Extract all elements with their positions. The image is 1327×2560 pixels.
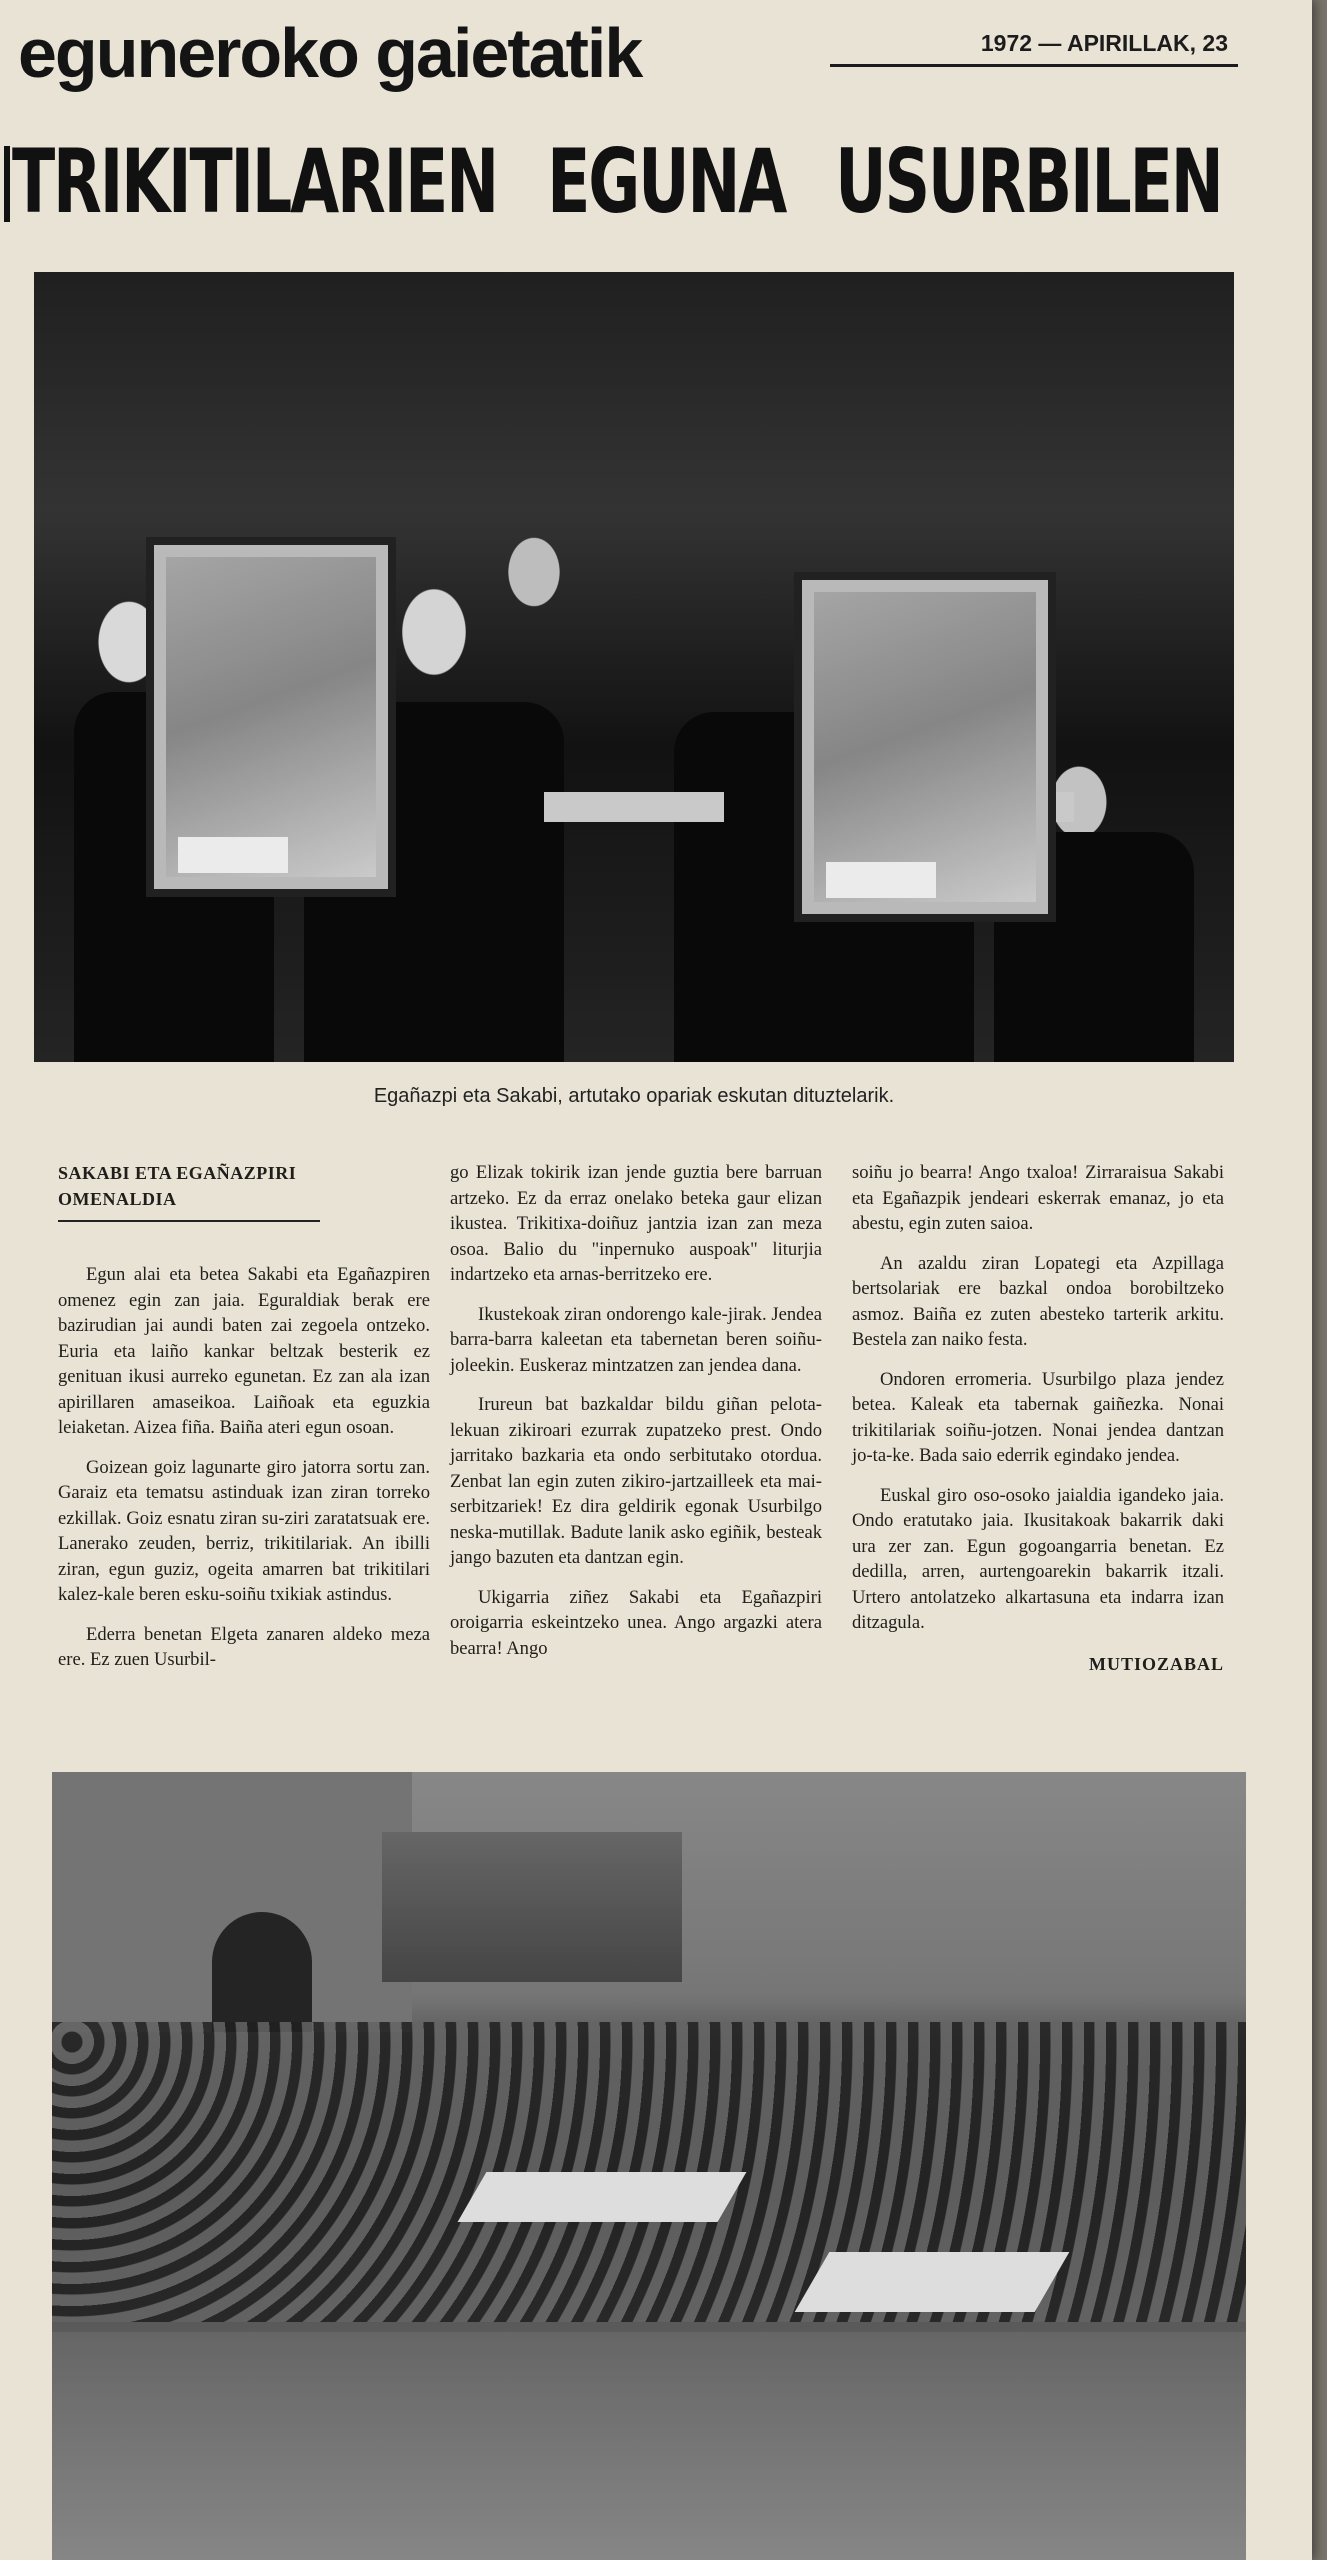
page-header [18,14,1228,114]
paragraph: Irureun bat bazkaldar bildu giñan pelota-lekuan zikiroari ezurrak zupatzeko prest. Ondo jarritako bazkaria eta ondo serbitutako otordua. Zenbat lan egin zuten zikiro-jartzailleek eta mai-serbitzariek! Ez dira geldirik egonak Usurbilgo neska-mutillak. Badute lanik asko egiñik, besteak jango bazuten eta dantzan egin. [450,1394,822,1568]
headline-word-3: USURBILEN [835,129,1222,233]
author-signature: MUTIOZABAL [1088,1653,1224,1674]
photo-arch [212,1912,312,2032]
paragraph: Ukigarria ziñez Sakabi eta Egañazpiri oroigarria eskeintzeko unea. Ango argazki atera bearra! Ango [450,1586,822,1659]
headline-word-2: EGUNA [547,129,786,233]
photo-ground [52,2332,1246,2560]
paragraph: go Elizak tokirik izan jende guztia bere barruan artzeko. Ez da erraz onelako beteka gaur elizan ikustea. Trikitixa-doiñuz jantzia izan zan meza osoa. Balio du "inpernuko auspoak" liturjia indartzeko eta arnas-berritzeko ere. [450,1162,822,1285]
paragraph: Egun alai eta betea Sakabi eta Egañazpiren omenez egin zan jaia. Eguraldiak berak ere bazirudian jai aundi baten zai zegoela ontzeko. Euria eta laiño kankar beltzak besterik ez genituan ikusi aurreko egunetan. Ez zan ala izan apirillaren amaseikoa. Laiñoak eta eguzkia leiaketan. Aizea fiña. Baiña ateri egun osoan. [58,1264,430,1438]
photo-balconies [382,1832,682,1982]
paragraph: Ondoren erromeria. Usurbilgo plaza jendez betea. Kaleak eta tabernak gaiñezka. Nonai trikitilariak soiñu-jotzen. Nonai jendea dantzan jo-ta-ke. Bada saio ederrik egindako jendea. [852,1368,1224,1466]
paragraph: An azaldu ziran Lopategi eta Azpillaga bertsolariak ere bazkal ondoa borobiltzeko asmoz. Baiña ez zuten abesteko tarterik arkitu. Bestela zan naiko festa. [852,1252,1224,1350]
header-rule [830,64,1238,67]
photo-table [795,2252,1070,2312]
article-column-3 [852,1160,1224,1677]
photo-banquet-crowd [52,1772,1246,2560]
headline-word-1: TRIKITILARIEN [12,129,498,233]
paragraph: Ederra benetan Elgeta zanaren aldeko meza ere. Ez zuen Usurbil- [58,1623,430,1670]
article-subhead: SAKABI ETA EGAÑAZPIRI OMENALDIA [58,1163,297,1209]
headline-bar [4,146,10,222]
issue-date: 1972 — APIRILLAK, 23 [980,30,1228,56]
gift-frame-right [794,572,1056,922]
frame-label [826,862,936,898]
photo-musicians-with-gifts [34,272,1234,1062]
headline [12,126,1222,236]
frame-artwork [814,592,1036,902]
gift-frame-left [146,537,396,897]
paragraph: Goizean goiz lagunarte giro jatorra sortu zan. Garaiz eta tematsu astinduak izan ziran torreko ezkillak. Goiz esnatu ziran su-ziri zaratatsuak ere. Lanerako zeuden, berriz, trikitilariak. An ibilli ziran, egun guziz, ogeita amarren bat trikitilari kalez-kale beren esku-soiñu txikiak astindus. [58,1456,430,1605]
paragraph: Ikustekoak ziran ondorengo kale-jirak. Jendea barra-barra kaleetan eta tabernetan beren soiñu-joleekin. Euskeraz mintzatzen zan jendea dana. [450,1303,822,1376]
paragraph: Euskal giro oso-osoko jaialdia igandeko jaia. Ondo eratutako jaia. Ikusitakoak bakarrik daki ura zer zan. Egun gogoangarria benetan. Ez dedilla, arren, aurtengoarekin bakarrik itzali. Urtero antolatzeko alkartasuna eta indarra izan ditzagula. [852,1484,1224,1633]
section-title: eguneroko gaietatik [18,14,642,92]
frame-artwork [166,557,376,877]
frame-label [178,837,288,873]
article-column-2 [450,1160,822,1661]
subhead-rule [58,1220,320,1222]
photo-caption: Egañazpi eta Sakabi, artutako opariak eskutan dituztelarik. [373,1085,895,1107]
article-column-1 [58,1160,430,1673]
photo-table [458,2172,747,2222]
paragraph: soiñu jo bearra! Ango txaloa! Zirraraisua Sakabi eta Egañazpik jendeari eskerrak emanaz, jo eta abestu, egin zuten saioa. [852,1162,1224,1234]
photo-bench [544,792,724,822]
